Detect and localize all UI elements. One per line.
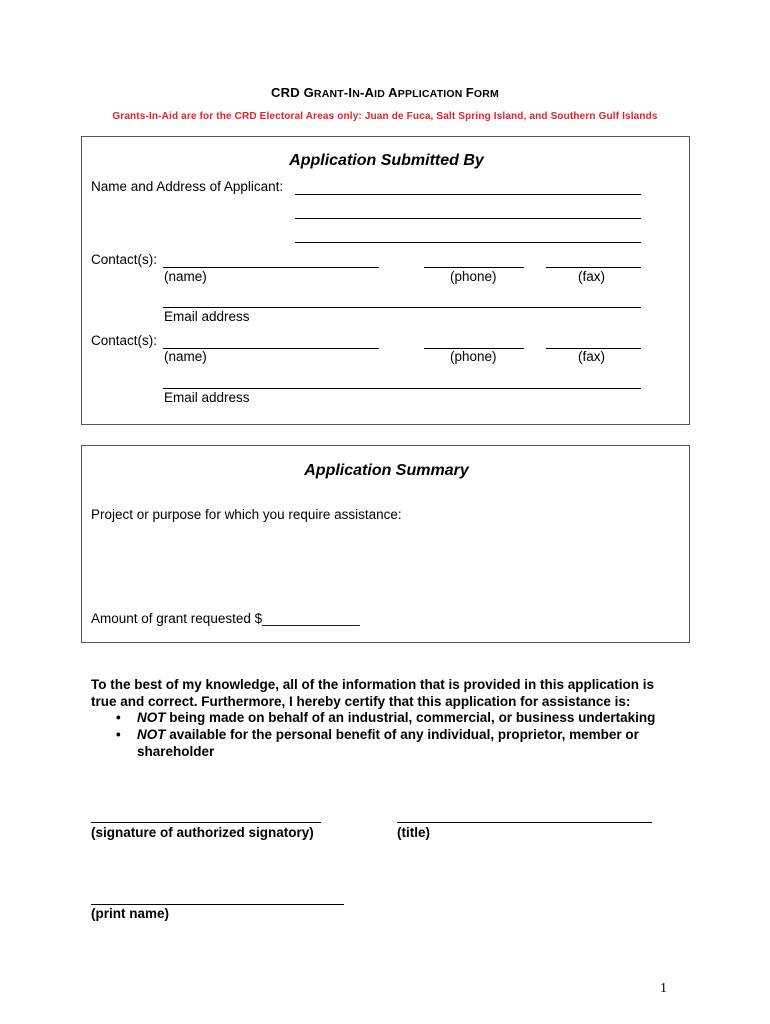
contact-1-phone-caption: (phone)	[450, 269, 497, 284]
bullet-1-text: NOT being made on behalf of an industrial, commercial, or business undertaking	[137, 710, 656, 725]
contact-1-email-caption: Email address	[164, 309, 250, 324]
contact-1-name-field[interactable]	[163, 267, 379, 268]
contact-1-label: Contact(s):	[91, 252, 158, 267]
certification-line-1: To the best of my knowledge, all of the information that is provided in this application is	[91, 677, 655, 692]
contact-1-phone-field[interactable]	[424, 267, 524, 268]
contact-2-label: Contact(s):	[91, 333, 158, 348]
name-address-label: Name and Address of Applicant:	[91, 179, 284, 194]
bullet-1-marker: •	[116, 710, 121, 725]
contact-2-email-caption: Email address	[164, 390, 250, 405]
contact-1-fax-caption: (fax)	[578, 269, 605, 284]
form-title: CRD GRANT-IN-AID APPLICATION FORM	[271, 85, 499, 100]
applicant-section	[81, 136, 690, 425]
certification-statement	[91, 676, 711, 710]
signature-caption: (signature of authorized signatory)	[91, 825, 314, 840]
page-number: 1	[660, 981, 667, 996]
project-purpose-field[interactable]	[91, 526, 676, 606]
name-address-field-3[interactable]	[295, 242, 641, 243]
grant-amount-field[interactable]: Amount of grant requested $_____________	[91, 611, 360, 626]
title-caption: (title)	[397, 825, 430, 840]
contact-1-fax-field[interactable]	[546, 267, 641, 268]
bullet-2-marker: •	[116, 727, 121, 742]
title-field[interactable]	[397, 822, 652, 823]
applicant-section-heading: Application Submitted By	[289, 152, 484, 169]
certification-line-2: true and correct. Furthermore, I hereby certify that this application for assistance is:	[91, 694, 631, 709]
name-address-field-2[interactable]	[295, 218, 641, 219]
contact-2-phone-caption: (phone)	[450, 349, 497, 364]
summary-section-heading: Application Summary	[304, 462, 469, 479]
signature-field[interactable]	[91, 822, 321, 823]
contact-2-fax-caption: (fax)	[578, 349, 605, 364]
print-name-field[interactable]	[91, 904, 344, 905]
contact-2-email-field[interactable]	[163, 388, 641, 389]
print-name-caption: (print name)	[91, 906, 170, 921]
name-address-field-1[interactable]	[295, 194, 641, 195]
contact-1-name-caption: (name)	[164, 269, 207, 284]
project-purpose-label: Project or purpose for which you require assistance:	[91, 507, 402, 522]
contact-2-name-caption: (name)	[164, 349, 207, 364]
bullet-2-text: NOT available for the personal benefit of any individual, proprietor, member or	[137, 727, 639, 742]
summary-section	[81, 445, 690, 643]
eligibility-note: Grants-In-Aid are for the CRD Electoral Areas only: Juan de Fuca, Salt Spring Island, and Southern Gulf Islands	[112, 111, 658, 122]
contact-1-email-field[interactable]	[163, 307, 641, 308]
bullet-2-continuation: shareholder	[137, 744, 215, 759]
